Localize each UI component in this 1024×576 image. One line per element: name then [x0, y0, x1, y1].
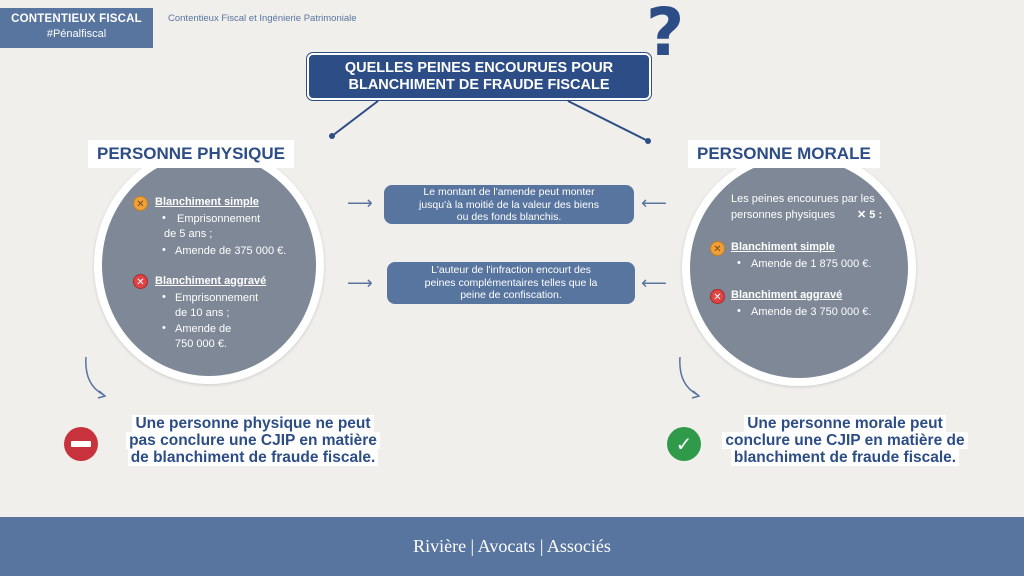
- conclusion-line-3: de blanchiment de fraude fiscale.: [128, 449, 379, 466]
- check-circle-icon: ✓: [667, 427, 701, 461]
- category-title: CONTENTIEUX FISCAL: [11, 13, 142, 25]
- aggrave-item-1b: de 10 ans ;: [175, 307, 230, 319]
- footer-brand: Rivière | Avocats | Associés: [0, 517, 1024, 576]
- middle-box-confiscation: [387, 262, 635, 304]
- question-banner: [307, 53, 651, 100]
- aggrave-item-2b: 750 000 €.: [175, 338, 227, 350]
- aggrave-item: Amende de 3 750 000 €.: [751, 306, 872, 318]
- personne-morale-label: PERSONNE MORALE: [688, 140, 880, 168]
- conclusion-physique: [112, 415, 394, 466]
- x-circle-orange-icon: ✕: [710, 241, 725, 256]
- conclusion-line-1: Une personne physique ne peut: [132, 415, 373, 432]
- question-line-2: BLANCHIMENT DE FRAUDE FISCALE: [348, 77, 610, 93]
- x-circle-red-icon: ✕: [710, 289, 725, 304]
- question-line-1: QUELLES PEINES ENCOURUES POUR: [344, 60, 614, 76]
- bullet: •: [737, 257, 741, 269]
- blanchiment-aggrave-title: Blanchiment aggravé: [155, 275, 267, 287]
- bullet: •: [162, 291, 166, 303]
- bullet: •: [162, 322, 166, 334]
- bullet: •: [162, 212, 166, 224]
- conclusion-line-2: conclure une CJIP en matière de: [722, 432, 967, 449]
- box1-line-2: jusqu'à la moitié de la valeur des biens: [418, 198, 600, 211]
- x-circle-orange-icon: ✕: [133, 196, 148, 211]
- box2-line-1: L'auteur de l'infraction encourt des: [431, 264, 591, 276]
- arrow-right-icon: ⟶: [347, 193, 373, 214]
- blanchiment-simple-title: Blanchiment simple: [731, 241, 835, 253]
- box2-line-3: peine de confiscation.: [460, 289, 562, 301]
- arrow-left-icon: ⟵: [641, 193, 667, 214]
- category-hashtag: #Pénalfiscal: [46, 28, 107, 40]
- aggrave-item-1: Emprisonnement: [175, 292, 259, 304]
- question-mark-icon: ?: [646, 0, 685, 71]
- blanchiment-simple-title: Blanchiment simple: [155, 196, 259, 208]
- box2-line-2: peines complémentaires telles que la: [424, 276, 598, 289]
- middle-box-amende: [384, 185, 634, 224]
- intro-line-1: Les peines encourues par les: [731, 193, 875, 205]
- page-subtitle: Contentieux Fiscal et Ingénierie Patrimoniale: [168, 13, 357, 24]
- arrow-left-icon: ⟵: [641, 273, 667, 294]
- blanchiment-aggrave-title: Blanchiment aggravé: [731, 289, 843, 301]
- simple-item: Amende de 1 875 000 €.: [751, 258, 872, 270]
- personne-physique-label: PERSONNE PHYSIQUE: [88, 140, 294, 168]
- x-circle-red-icon: ✕: [133, 274, 148, 289]
- intro-line-2: personnes physiques: [731, 209, 835, 221]
- conclusion-line-1: Une personne morale peut: [744, 415, 946, 432]
- box1-line-3: ou des fonds blanchis.: [456, 211, 562, 223]
- bullet: •: [162, 244, 166, 256]
- box1-line-1: Le montant de l'amende peut monter: [423, 186, 595, 198]
- conclusion-line-2: pas conclure une CJIP en matière: [126, 432, 380, 449]
- no-entry-icon: [64, 427, 98, 461]
- conclusion-line-3: blanchiment de fraude fiscale.: [731, 449, 959, 466]
- category-tag: [0, 8, 153, 48]
- simple-item-1: Emprisonnement: [177, 213, 261, 225]
- conclusion-morale: [708, 415, 982, 466]
- arrow-right-icon: ⟶: [347, 273, 373, 294]
- bullet: •: [737, 305, 741, 317]
- simple-item-1b: de 5 ans ;: [164, 228, 213, 240]
- multiply-icon: ✕ 5 :: [857, 209, 883, 221]
- simple-item-2: Amende de 375 000 €.: [175, 245, 287, 257]
- aggrave-item-2: Amende de: [175, 323, 232, 335]
